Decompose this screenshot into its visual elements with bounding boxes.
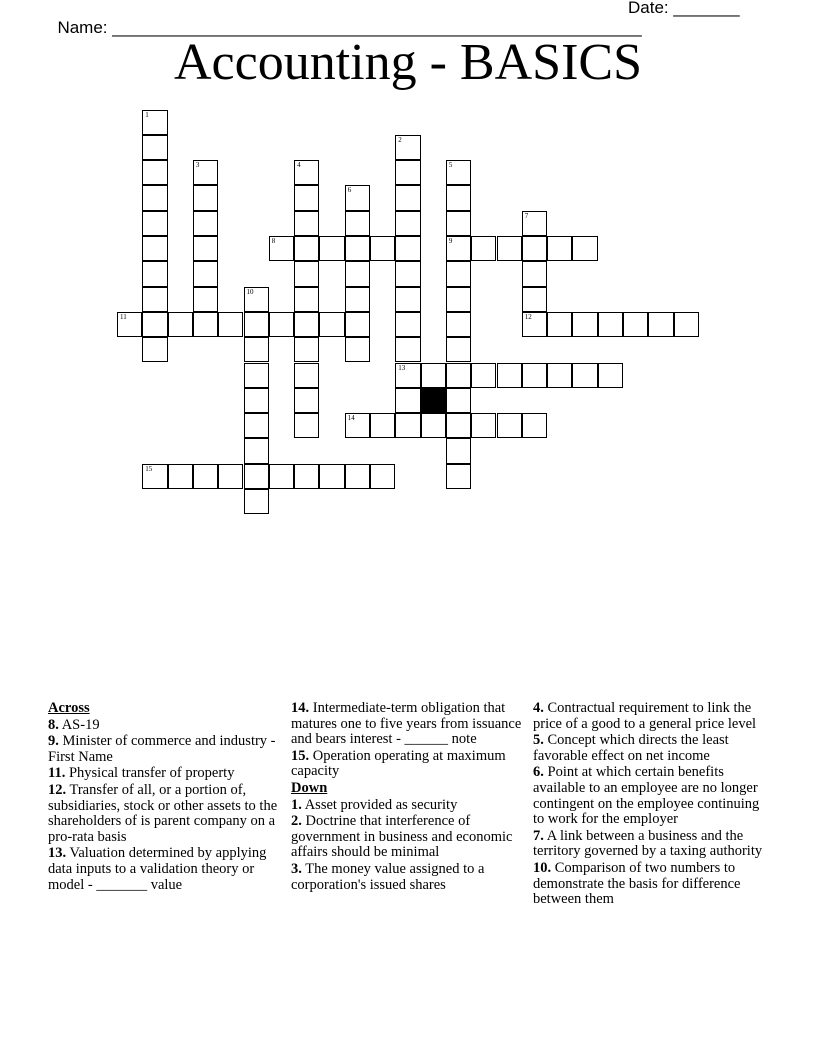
clue-down-6 [533, 765, 769, 827]
clue-across-9 [48, 734, 280, 765]
clue-text: Asset provided as security [304, 796, 458, 813]
grid-cell[interactable] [547, 363, 572, 388]
grid-cell[interactable] [370, 413, 395, 438]
clue-number: 11. [48, 765, 66, 782]
grid-cell[interactable] [446, 287, 471, 312]
grid-cell[interactable] [623, 312, 648, 337]
grid-cell[interactable] [142, 135, 167, 160]
grid-cell[interactable] [395, 185, 420, 210]
grid-cell[interactable] [572, 312, 597, 337]
grid-cell[interactable] [471, 363, 496, 388]
down-heading: Down [291, 779, 328, 796]
grid-cell[interactable] [168, 312, 193, 337]
grid-cell[interactable] [244, 312, 269, 337]
grid-cell[interactable] [294, 211, 319, 236]
clue-text: Valuation determined by applying data inputs to a validation theory or model - _______ value [48, 845, 267, 893]
across-heading: Across [48, 700, 90, 716]
grid-cell[interactable] [345, 261, 370, 286]
clue-number: 8. [48, 716, 59, 733]
grid-cell[interactable] [345, 287, 370, 312]
grid-cell[interactable] [395, 413, 420, 438]
clue-text: A link between a business and the territory governed by a taxing authority [533, 827, 763, 860]
cell-number: 12 [524, 312, 532, 321]
grid-cell[interactable] [294, 337, 319, 362]
grid-cell[interactable] [142, 464, 167, 489]
grid-cell[interactable] [193, 185, 218, 210]
grid-cell[interactable] [497, 413, 522, 438]
clue-number: 2. [291, 813, 302, 830]
grid-cell[interactable] [395, 363, 420, 388]
grid-cell[interactable] [319, 464, 344, 489]
grid-cell[interactable] [294, 261, 319, 286]
clue-number: 1. [291, 796, 302, 813]
grid-cell[interactable] [446, 211, 471, 236]
grid-cell[interactable] [395, 236, 420, 261]
grid-cell[interactable] [193, 261, 218, 286]
grid-cell[interactable] [193, 312, 218, 337]
grid-cell[interactable] [244, 464, 269, 489]
grid-cell[interactable] [294, 236, 319, 261]
clue-text: Intermediate-term obligation that matures one to five years from issuance and bears interest - ______ note [291, 700, 522, 748]
clue-number: 4. [533, 700, 544, 716]
grid-cell[interactable] [446, 413, 471, 438]
grid-cell[interactable] [446, 337, 471, 362]
grid-cell[interactable] [345, 312, 370, 337]
grid-cell[interactable] [294, 160, 319, 185]
cell-number: 6 [347, 186, 352, 195]
clue-number: 7. [533, 827, 544, 844]
page-title: Accounting - BASICS [174, 34, 642, 91]
grid-cell[interactable] [294, 363, 319, 388]
grid-cell[interactable] [218, 312, 243, 337]
grid-cell[interactable] [193, 464, 218, 489]
grid-cell[interactable] [395, 261, 420, 286]
grid-cell[interactable] [142, 110, 167, 135]
grid-cell[interactable] [446, 236, 471, 261]
grid-cell[interactable] [648, 312, 673, 337]
grid-cell[interactable] [142, 211, 167, 236]
grid-cell[interactable] [497, 363, 522, 388]
cell-number: 2 [398, 135, 402, 144]
cell-number: 15 [145, 464, 153, 473]
grid-cell[interactable] [244, 489, 269, 514]
clue-down-5 [533, 733, 769, 764]
grid-cell[interactable] [395, 135, 420, 160]
grid-cell[interactable] [345, 236, 370, 261]
grid-cell[interactable] [598, 363, 623, 388]
grid-cell[interactable] [193, 236, 218, 261]
clue-number: 14. [291, 700, 310, 716]
grid-cell[interactable] [522, 363, 547, 388]
grid-cell[interactable] [446, 261, 471, 286]
grid-cell[interactable] [142, 261, 167, 286]
grid-cell[interactable] [674, 312, 699, 337]
clue-across-14 [291, 701, 523, 748]
grid-cell[interactable] [522, 312, 547, 337]
clue-number: 3. [291, 860, 302, 877]
cell-number: 10 [246, 287, 254, 296]
grid-cell[interactable] [294, 413, 319, 438]
clues-column-2 [291, 701, 523, 894]
grid-cell[interactable] [446, 312, 471, 337]
cell-number: 5 [448, 161, 453, 170]
grid-cell[interactable] [598, 312, 623, 337]
cell-number: 4 [297, 161, 301, 170]
clue-down-7 [533, 829, 769, 860]
grid-cell[interactable] [193, 160, 218, 185]
clue-text: Contractual requirement to link the price of a good to a general price level [533, 700, 757, 732]
grid-cell[interactable] [319, 312, 344, 337]
cell-number: 7 [524, 211, 529, 220]
grid-cell[interactable] [345, 464, 370, 489]
clue-across-11 [48, 766, 280, 782]
cell-number: 13 [398, 363, 406, 372]
grid-cell[interactable] [142, 185, 167, 210]
clue-text: Doctrine that interference of government in business and economic affairs should be minimal [291, 813, 513, 861]
clue-number: 5. [533, 732, 544, 749]
grid-cell[interactable] [319, 236, 344, 261]
grid-cell[interactable] [471, 236, 496, 261]
cell-number: 8 [271, 237, 276, 245]
grid-cell[interactable] [244, 413, 269, 438]
clue-number: 13. [48, 845, 67, 862]
clue-down-4 [533, 701, 769, 732]
clue-down-2 [291, 814, 523, 861]
grid-cell[interactable] [244, 363, 269, 388]
clue-down-3 [291, 862, 523, 893]
grid-cell[interactable] [446, 160, 471, 185]
grid-cell[interactable] [142, 236, 167, 261]
grid-cell[interactable] [395, 287, 420, 312]
grid-cell[interactable] [395, 337, 420, 362]
clues-column-1 [48, 701, 280, 894]
clue-across-15 [291, 749, 523, 780]
grid-cell[interactable] [244, 337, 269, 362]
grid-cell[interactable] [522, 236, 547, 261]
grid-cell[interactable] [244, 438, 269, 463]
clue-number: 10. [533, 859, 552, 876]
clue-across-13 [48, 846, 280, 893]
grid-cell[interactable] [370, 236, 395, 261]
grid-cell[interactable] [269, 236, 294, 261]
grid-cell[interactable] [395, 160, 420, 185]
grid-cell[interactable] [446, 464, 471, 489]
grid-cell[interactable] [395, 312, 420, 337]
grid-cell[interactable] [142, 312, 167, 337]
grid-cell[interactable] [522, 211, 547, 236]
grid-cell[interactable] [244, 388, 269, 413]
clue-text: The money value assigned to a corporation's issued shares [291, 860, 485, 893]
grid-cell[interactable] [142, 160, 167, 185]
grid-cell[interactable] [244, 287, 269, 312]
grid-cell[interactable] [168, 464, 193, 489]
clue-down-1 [291, 798, 523, 814]
grid-cell[interactable] [294, 464, 319, 489]
grid-cell[interactable] [446, 363, 471, 388]
grid-cell[interactable] [547, 236, 572, 261]
grid-cell[interactable] [345, 211, 370, 236]
grid-cell[interactable] [395, 211, 420, 236]
grid-cell[interactable] [471, 413, 496, 438]
grid-cell[interactable] [193, 287, 218, 312]
clue-text: Point at which certain benefits available to an employee are no longer contingent on the employee continuing to work for the employer [533, 764, 760, 828]
cell-number: 1 [145, 110, 149, 119]
grid-cell[interactable] [446, 185, 471, 210]
grid-cell[interactable] [193, 211, 218, 236]
clue-down-10 [533, 861, 769, 908]
clue-text: Transfer of all, or a portion of, subsidiaries, stock or other assets to the shareholders of is parent company on a pro-rata basis [48, 781, 278, 845]
grid-cell[interactable] [269, 464, 294, 489]
grid-cell[interactable] [421, 363, 446, 388]
grid-cell[interactable] [522, 287, 547, 312]
clue-number: 9. [48, 733, 59, 750]
grid-cell[interactable] [142, 287, 167, 312]
clue-text: AS-19 [61, 716, 100, 733]
cell-number: 9 [448, 237, 453, 245]
clue-text: Minister of commerce and industry - First Name [48, 733, 276, 765]
clue-text: Operation operating at maximum capacity [291, 747, 506, 780]
grid-cell[interactable] [370, 464, 395, 489]
grid-cell[interactable] [345, 413, 370, 438]
grid-cell[interactable] [572, 236, 597, 261]
grid-cell[interactable] [421, 413, 446, 438]
grid-cell[interactable] [522, 261, 547, 286]
cell-number: 14 [347, 414, 355, 423]
grid-cell[interactable] [547, 312, 572, 337]
clue-text: Concept which directs the least favorable effect on net income [533, 732, 729, 764]
grid-cell[interactable] [497, 236, 522, 261]
clue-text: Comparison of two numbers to demonstrate the basis for difference between them [533, 859, 741, 908]
clue-number: 15. [291, 747, 310, 764]
grid-cell[interactable] [446, 438, 471, 463]
grid-cell[interactable] [395, 388, 420, 413]
grid-cell[interactable] [446, 388, 471, 413]
date-field[interactable]: Date: _______ [628, 0, 740, 17]
grid-cell[interactable] [294, 185, 319, 210]
clue-number: 6. [533, 764, 544, 781]
grid-cell[interactable] [572, 363, 597, 388]
clues-column-3 [533, 701, 769, 909]
grid-cell[interactable] [294, 312, 319, 337]
black-cell [421, 388, 446, 413]
name-field[interactable]: Name: ________________________________________________________ [57, 18, 642, 37]
grid-cell[interactable] [522, 413, 547, 438]
grid-cell[interactable] [345, 337, 370, 362]
cell-number: 3 [195, 161, 200, 170]
grid-cell[interactable] [294, 287, 319, 312]
grid-cell[interactable] [269, 312, 294, 337]
grid-cell[interactable] [345, 185, 370, 210]
clue-text: Physical transfer of property [68, 765, 235, 782]
clue-across-8 [48, 718, 280, 734]
clue-across-12 [48, 783, 280, 845]
cell-number: 11 [120, 312, 127, 321]
grid-cell[interactable] [117, 312, 142, 337]
grid-cell[interactable] [218, 464, 243, 489]
grid-cell[interactable] [142, 337, 167, 362]
clue-number: 12. [48, 781, 67, 798]
grid-cell[interactable] [294, 388, 319, 413]
